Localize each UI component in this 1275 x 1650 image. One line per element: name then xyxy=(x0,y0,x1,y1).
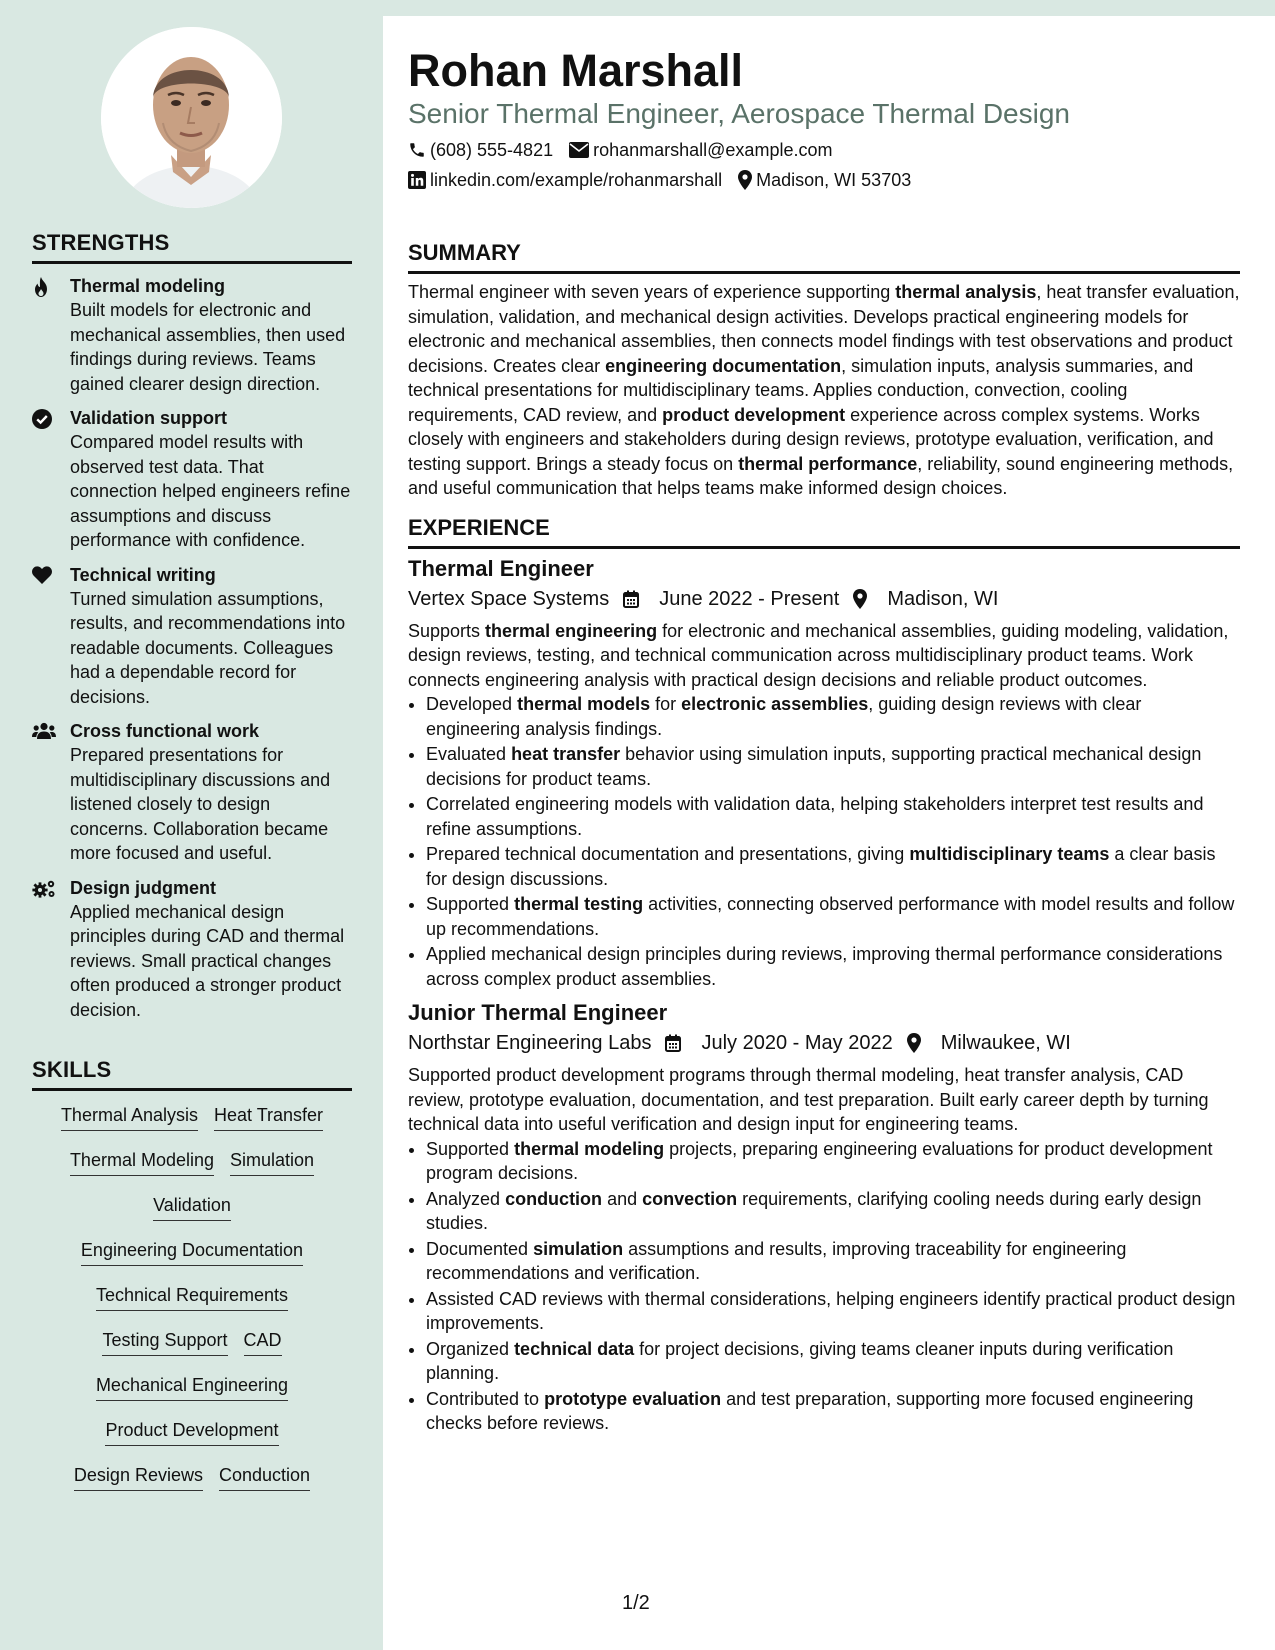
job-company: Vertex Space Systems xyxy=(408,587,610,610)
text-run: , guiding design reviews with clear engineering analysis findings. xyxy=(426,694,1142,739)
bullet-item xyxy=(426,1137,1240,1186)
job-entry xyxy=(408,999,1240,1436)
phone-text: (608) 555-4821 xyxy=(430,140,554,160)
skill-tag: Heat Transfer xyxy=(214,1103,323,1131)
main-column xyxy=(408,16,1240,1437)
strength-item xyxy=(32,274,352,396)
strength-item xyxy=(32,719,352,866)
job-bullets xyxy=(408,1137,1240,1436)
text-run: Evaluated xyxy=(426,744,512,764)
job-list xyxy=(408,555,1240,1436)
strength-item xyxy=(32,563,352,710)
strength-body xyxy=(70,876,352,1023)
bullet-item xyxy=(426,842,1240,891)
text-run: Supported xyxy=(426,894,515,914)
phone-item[interactable] xyxy=(408,138,553,162)
email-item[interactable] xyxy=(569,138,832,162)
job-dates xyxy=(665,1029,892,1057)
strength-body xyxy=(70,406,352,553)
job-dates xyxy=(623,585,839,613)
summary-section xyxy=(408,240,1240,501)
text-run: Contributed to xyxy=(426,1388,545,1409)
strength-description: Turned simulation assumptions, results, and recommendations into readable documents. Colleagues had a dependable record for decisions. xyxy=(70,588,346,707)
skill-row xyxy=(32,1148,352,1176)
strength-body xyxy=(70,719,352,866)
bold-phrase: heat transfer xyxy=(511,744,621,764)
job-summary xyxy=(408,619,1240,693)
map-pin-icon xyxy=(907,1033,931,1053)
skill-row xyxy=(32,1193,352,1221)
strength-item xyxy=(32,876,352,1023)
bullet-item xyxy=(426,792,1240,841)
text-run: , heat transfer evaluation, simulation, validation, and mechanical design activities. Develops practical engineering models for electronic and mechanical assemblies, then connects model findings with test observations and product decisions. Creates clear xyxy=(408,282,1240,376)
job-bullets xyxy=(408,692,1240,991)
skill-row xyxy=(32,1238,352,1266)
page-number: 1/2 xyxy=(622,1592,650,1614)
strength-title: Validation support xyxy=(70,408,228,428)
calendar-icon xyxy=(665,1034,691,1052)
summary-text xyxy=(408,280,1240,501)
bullet-item xyxy=(426,942,1240,991)
text-run: Prepared technical documentation and presentations, giving xyxy=(426,844,910,864)
bullet-item xyxy=(426,1387,1240,1436)
text-run: experience across complex systems. Works closely with engineers and stakeholders during design reviews, prototype evaluation, verification, and testing support. Brings a steady focus on xyxy=(408,404,1214,474)
phone-icon xyxy=(408,141,426,159)
summary-heading: SUMMARY xyxy=(408,240,1240,274)
candidate-name: Rohan Marshall xyxy=(408,45,744,96)
text-run: Supports xyxy=(408,620,486,641)
text-run: assumptions and results, improving traceability for engineering recommendations and verification. xyxy=(426,1238,1127,1283)
bullet-item xyxy=(426,1187,1240,1236)
skill-row xyxy=(32,1103,352,1131)
location-item xyxy=(738,168,911,192)
bold-phrase: thermal engineering xyxy=(485,620,658,641)
users-icon xyxy=(32,719,70,866)
text-run: Thermal engineer with seven years of experience supporting xyxy=(408,282,896,302)
strength-title: Cross functional work xyxy=(70,721,260,741)
job-title: Thermal Engineer xyxy=(408,555,594,581)
bold-phrase: prototype evaluation xyxy=(544,1388,722,1409)
text-run: Correlated engineering models with validation data, helping stakeholders interpret test results and refine assumptions. xyxy=(426,794,1204,839)
skill-tag: Conduction xyxy=(219,1463,310,1491)
linkedin-text: linkedin.com/example/rohanmarshall xyxy=(430,170,723,190)
text-run: for xyxy=(650,694,682,714)
text-run: Applied mechanical design principles during reviews, improving thermal performance considerations across complex product assemblies. xyxy=(426,944,1223,989)
text-run: Supported product development programs through thermal modeling, heat transfer analysis, CAD review, prototype evaluation, documentation, and test preparation. Built early career depth by turning technical data into useful verification and design input for engineering teams. xyxy=(408,1065,1209,1134)
strength-description: Prepared presentations for multidisciplinary discussions and listened closely to design concerns. Collaboration became more focused and useful. xyxy=(70,745,331,863)
calendar-icon xyxy=(623,590,649,608)
heart-icon xyxy=(32,563,70,710)
job-location xyxy=(853,585,998,613)
skill-tag: Simulation xyxy=(230,1148,314,1176)
strengths-list xyxy=(32,274,352,1022)
strength-item xyxy=(32,406,352,553)
text-run: , simulation inputs, analysis summaries, and technical presentations for multidisciplinary teams. Applies conduction, convection, cooling requirements, CAD review, and xyxy=(408,355,1194,425)
skill-tag: Thermal Analysis xyxy=(61,1103,198,1131)
bold-phrase: multidisciplinary teams xyxy=(909,844,1110,864)
linkedin-item[interactable] xyxy=(408,168,722,192)
bold-phrase: simulation xyxy=(533,1238,624,1259)
text-run: Analyzed xyxy=(426,1188,506,1209)
skills-section xyxy=(32,1057,352,1508)
envelope-icon xyxy=(569,142,589,158)
bullet-item xyxy=(426,1337,1240,1386)
bullet-item xyxy=(426,742,1240,791)
job-location-text: Madison, WI xyxy=(887,587,999,610)
text-run: Documented xyxy=(426,1238,534,1259)
job-entry xyxy=(408,555,1240,992)
gears-icon xyxy=(32,876,70,1023)
job-summary xyxy=(408,1063,1240,1137)
bold-phrase: thermal modeling xyxy=(514,1138,665,1159)
strength-body xyxy=(70,563,352,710)
bullet-item xyxy=(426,1237,1240,1286)
experience-section xyxy=(408,515,1240,1436)
job-location xyxy=(907,1029,1071,1057)
skill-row xyxy=(32,1373,352,1401)
check-circle-icon xyxy=(32,406,70,553)
bold-phrase: conduction xyxy=(505,1188,603,1209)
bold-phrase: thermal performance xyxy=(738,453,918,474)
strength-description: Applied mechanical design principles during CAD and thermal reviews. Small practical changes often produced a stronger product decision. xyxy=(70,901,345,1020)
bold-phrase: engineering documentation xyxy=(605,355,842,376)
text-run: Supported xyxy=(426,1138,515,1159)
skills-heading: SKILLS xyxy=(32,1057,352,1091)
profile-photo xyxy=(101,27,282,208)
bold-phrase: thermal analysis xyxy=(895,282,1037,302)
text-run: , reliability, sound engineering methods, and useful communication that helps teams make informed design choices. xyxy=(408,453,1234,498)
skill-tag: Product Development xyxy=(105,1418,278,1446)
bold-phrase: convection xyxy=(642,1188,738,1209)
text-run: Organized xyxy=(426,1338,515,1359)
job-dates-text: July 2020 - May 2022 xyxy=(701,1032,893,1054)
skill-row xyxy=(32,1418,352,1446)
map-pin-icon xyxy=(853,589,877,609)
text-run: for project decisions, giving teams cleaner inputs during verification planning. xyxy=(426,1338,1174,1383)
contact-row-1 xyxy=(408,138,1240,162)
top-band xyxy=(383,0,1275,16)
skill-row xyxy=(32,1463,352,1491)
skill-row xyxy=(32,1328,352,1356)
strength-title: Technical writing xyxy=(70,564,216,585)
text-run: projects, preparing engineering evaluations for product development program decisions. xyxy=(426,1138,1213,1183)
candidate-headline: Senior Thermal Engineer, Aerospace Thermal Design xyxy=(408,98,1070,129)
skill-tag: Validation xyxy=(153,1193,231,1221)
job-meta xyxy=(408,585,1240,613)
job-company: Northstar Engineering Labs xyxy=(408,1032,652,1054)
bullet-item xyxy=(426,692,1240,741)
map-pin-icon xyxy=(738,170,752,190)
text-run: Assisted CAD reviews with thermal considerations, helping engineers identify practical product design improvements. xyxy=(426,1288,1236,1333)
text-run: requirements, clarifying cooling needs during early design studies. xyxy=(426,1188,1202,1233)
text-run: and test preparation, supporting more focused engineering checks before reviews. xyxy=(426,1388,1194,1433)
skill-tag: CAD xyxy=(244,1328,282,1356)
text-run: activities, connecting observed performance with model results and follow up recommendations. xyxy=(426,894,1235,939)
contact-row-2 xyxy=(408,168,1240,192)
job-meta xyxy=(408,1029,1240,1057)
strength-title: Thermal modeling xyxy=(70,276,226,296)
skill-tag: Technical Requirements xyxy=(96,1283,288,1311)
skill-row xyxy=(32,1283,352,1311)
location-text: Madison, WI 53703 xyxy=(756,170,912,190)
bullet-item xyxy=(426,1287,1240,1336)
skill-tag: Engineering Documentation xyxy=(81,1238,303,1266)
skill-tag: Testing Support xyxy=(102,1328,227,1356)
job-location-text: Milwaukee, WI xyxy=(940,1032,1071,1054)
job-title: Junior Thermal Engineer xyxy=(408,1000,668,1025)
strength-body xyxy=(70,274,352,396)
skills-list xyxy=(32,1103,352,1491)
strength-description: Compared model results with observed test data. That connection helped engineers refine assumptions and discuss performance with confidence. xyxy=(70,432,351,550)
text-run: and xyxy=(602,1188,643,1209)
strengths-section xyxy=(32,230,352,1022)
text-run: Developed xyxy=(426,694,518,714)
bold-phrase: technical data xyxy=(514,1338,635,1359)
skill-tag: Design Reviews xyxy=(74,1463,203,1491)
strengths-heading: STRENGTHS xyxy=(32,230,352,264)
skill-tag: Thermal Modeling xyxy=(70,1148,214,1176)
skill-tag: Mechanical Engineering xyxy=(96,1373,288,1401)
text-run: for electronic and mechanical assemblies, guiding modeling, validation, design reviews, testing, and technical communication across multidisciplinary product teams. Work connects engineering analysis with practical design decisions and reliable product outcomes. xyxy=(408,620,1229,690)
linkedin-icon xyxy=(408,171,426,189)
text-run: behavior using simulation inputs, supporting practical mechanical design decisions for product teams. xyxy=(426,744,1202,789)
text-run: a clear basis for design discussions. xyxy=(426,844,1216,889)
experience-heading: EXPERIENCE xyxy=(408,515,1240,549)
strength-title: Design judgment xyxy=(70,877,217,898)
strength-description: Built models for electronic and mechanical assemblies, then used findings during reviews. Teams gained clearer design direction. xyxy=(70,300,346,394)
flame-icon xyxy=(32,274,70,396)
bold-phrase: thermal testing xyxy=(514,894,644,914)
email-text: rohanmarshall@example.com xyxy=(593,140,833,160)
bullet-item xyxy=(426,892,1240,941)
bold-phrase: electronic assemblies xyxy=(681,694,869,714)
bold-phrase: product development xyxy=(662,404,846,425)
bold-phrase: thermal models xyxy=(517,694,651,714)
job-dates-text: June 2022 - Present xyxy=(659,587,840,610)
